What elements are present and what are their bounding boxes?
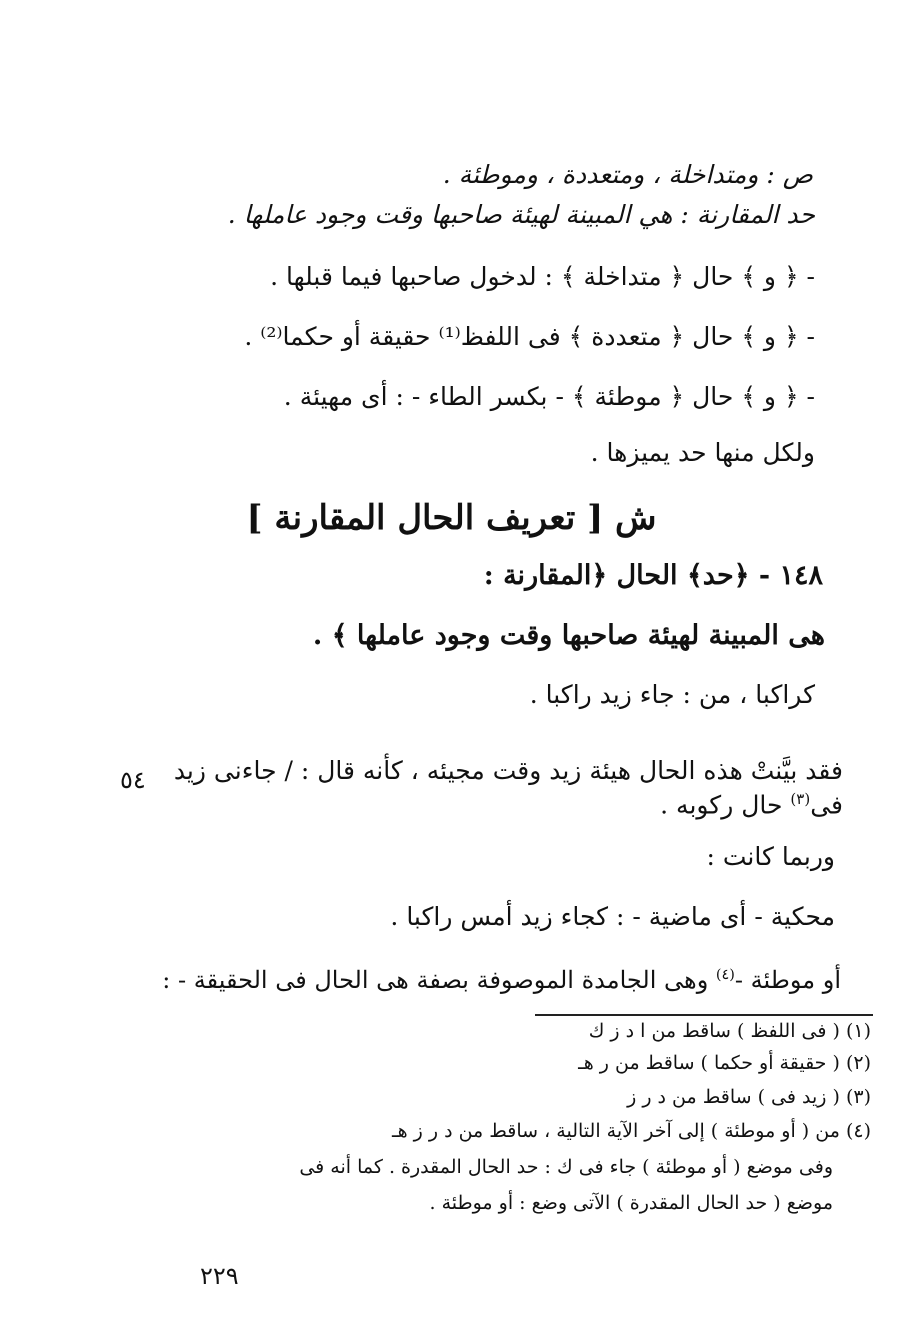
explanation-line-2 — [660, 790, 843, 820]
item-muwatti-a: - ﴿ و ﴾ حال ﴿ موطئة ﴾ - بكسر الطاء - : أى مهيئة . — [283, 382, 815, 411]
mawtia-line — [162, 966, 841, 995]
footnote-4-num: (٤) — [845, 1120, 871, 1142]
footnote-1-num: (١) — [845, 1020, 871, 1042]
margin-number: ٥٤ — [120, 766, 146, 794]
footnote-separator — [535, 1014, 873, 1016]
distinct-definitions: ولكل منها حد يميزها . — [590, 438, 815, 467]
section-heading: ش [ تعريف الحال المقارنة ] — [246, 498, 657, 538]
footnote-2-num: (٢) — [845, 1052, 871, 1074]
page-number: ٢٢٩ — [200, 1262, 239, 1290]
mawtia-pre: أو موطئة - — [734, 966, 841, 994]
handwritten-line-1: ص : ومتداخلة ، ومتعددة ، وموطئة . — [442, 160, 813, 189]
footnote-3 — [627, 1086, 871, 1109]
handwritten-line-2: حد المقارنة : هي المبينة لهيئة صاحبها وقت وجود عاملها . — [227, 200, 815, 229]
section-title-line — [484, 560, 823, 592]
mawtia-post: وهى الجامدة الموصوفة بصفة هى الحال فى الحقيقة - : — [162, 966, 709, 994]
footnote-1-text: ( فى اللفظ ) ساقط من ا د ز ك — [588, 1020, 840, 1042]
explanation-line-2-pre: فى — [810, 790, 843, 820]
footnote-3-text: ( زيد فى ) ساقط من د ر ز — [627, 1086, 840, 1108]
section-title: - ﴿حد﴾ الحال ﴿المقارنة : — [483, 560, 771, 591]
example-text: كراكبا ، من : جاء زيد راكبا . — [529, 680, 815, 709]
section-number: ١٤٨ — [779, 560, 823, 591]
footnote-4 — [392, 1120, 871, 1143]
footnote-2-text: ( حقيقة أو حكما ) ساقط من ر هـ — [578, 1052, 840, 1074]
definition-text: هى المبينة لهيئة صاحبها وقت وجود عاملها ﴾ . — [312, 620, 825, 651]
item-mutaaddida: - ﴿ و ﴾ حال ﴿ متعددة ﴾ فى اللفظ⁽¹⁾ حقيقة أو حكما⁽²⁾ . — [244, 322, 815, 351]
mahkiya-text: محكية - أى ماضية - : كجاء زيد أمس راكبا . — [390, 902, 835, 931]
footnote-mark-3: (٣) — [790, 790, 811, 808]
explanation-line-1: فقد بيَّنتْ هذه الحال هيئة زيد وقت مجيئه ، كأنه قال : / جاءنى زيد — [173, 756, 843, 785]
footnote-mark-4: (٤) — [715, 967, 735, 983]
footnote-4-text: من ( أو موطئة ) إلى آخر الآية التالية ، ساقط من د ر ز هـ — [392, 1120, 840, 1142]
footnote-3-num: (٣) — [845, 1086, 871, 1108]
item-mutadakhila: - ﴿ و ﴾ حال ﴿ متداخلة ﴾ : لدخول صاحبها فيما قبلها . — [270, 262, 815, 291]
footnote-2 — [578, 1052, 871, 1075]
rubama-text: وربما كانت : — [706, 842, 835, 871]
footnote-4-cont-1: وفى موضع ( أو موطئة ) جاء فى ك : حد الحال المقدرة . كما أنه فى — [299, 1156, 833, 1178]
footnote-1 — [589, 1020, 871, 1043]
footnote-4-cont-2: موضع ( حد الحال المقدرة ) الآتى وضع : أو موطئة . — [429, 1192, 833, 1214]
explanation-line-2-post: حال ركوبه . — [660, 790, 783, 820]
